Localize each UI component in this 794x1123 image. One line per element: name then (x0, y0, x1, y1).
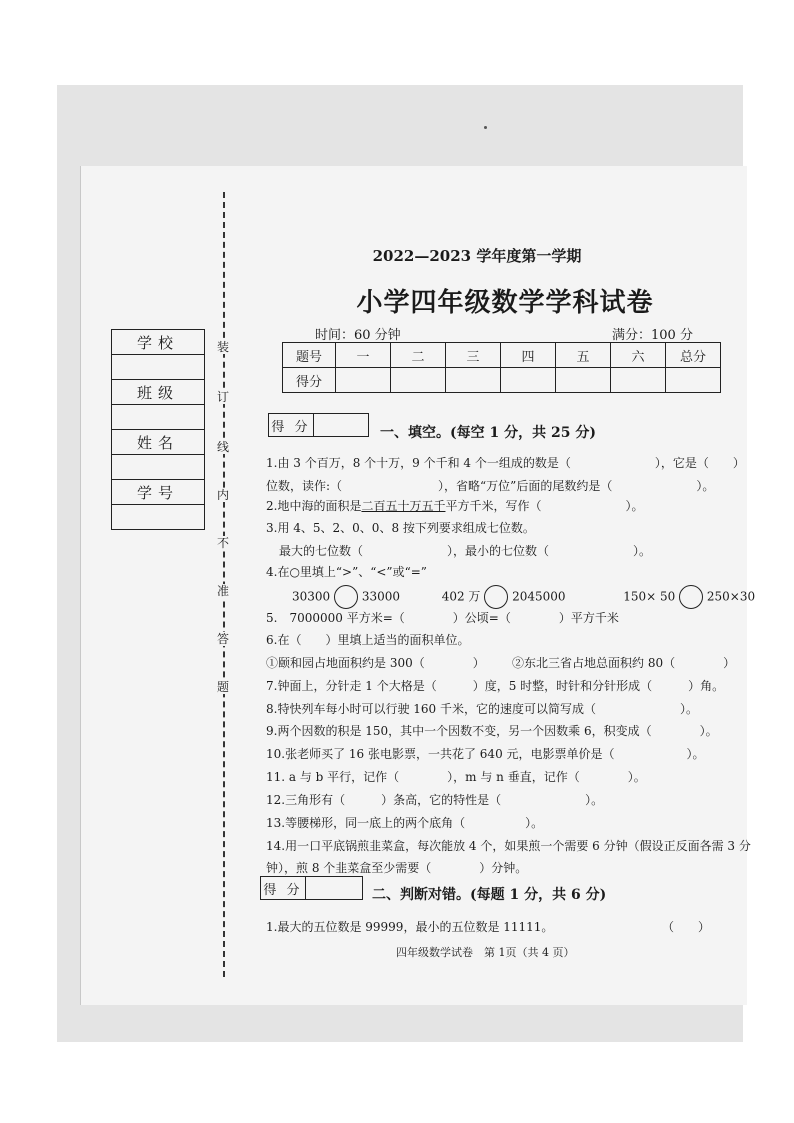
score-header: 六 (611, 343, 666, 368)
question-6: 6.在（ ）里填上适当的面积单位。 (266, 633, 470, 647)
info-field-class[interactable] (112, 405, 205, 430)
binding-char: 内 (212, 488, 234, 502)
question-5: 5. 7000000 平方米=（ ）公顷=（ ）平方千米 (266, 611, 619, 625)
score-header: 题号 (283, 343, 336, 368)
score-box-label: 得 分 (269, 414, 314, 437)
info-field-name[interactable] (112, 455, 205, 480)
question-2-pre: 2.地中海的面积是 (266, 499, 362, 513)
score-box-field[interactable] (314, 414, 369, 437)
exam-time: 时间：60 分钟 (315, 328, 401, 343)
question-2-post: 平方千米，写作（ ）。 (445, 499, 644, 513)
page-footer: 四年级数学试卷 第 1页（共 4 页） (396, 946, 575, 959)
bleed-through (245, 240, 249, 253)
score-cell[interactable] (666, 368, 721, 393)
score-box-label: 得 分 (261, 877, 306, 900)
score-table (282, 342, 721, 393)
compare-c-right: 250×30 (706, 589, 756, 604)
score-cell[interactable] (391, 368, 446, 393)
score-cell[interactable] (446, 368, 501, 393)
judge-question-1: 1.最大的五位数是 99999，最小的五位数是 11111。 (266, 920, 554, 934)
section-two-score-box (260, 876, 363, 900)
binding-char: 线 (212, 440, 234, 454)
full-score: 满分：100 分 (612, 328, 693, 343)
score-header: 五 (556, 343, 611, 368)
question-14a: 14.用一口平底锅煎韭菜盒，每次能放 4 个，如果煎一个需要 6 分钟（假设正反面各需 3 分 (266, 839, 751, 853)
question-6a: ①颐和园占地面积约是 300（ ） (266, 656, 485, 670)
info-label-school: 学校 (112, 330, 205, 355)
score-cell[interactable] (336, 368, 391, 393)
compare-a-right: 33000 (361, 589, 401, 604)
compare-b-left: 402 万 (441, 589, 481, 604)
compare-circle-a[interactable] (334, 585, 358, 609)
score-cell[interactable] (501, 368, 556, 393)
score-header: 总分 (666, 343, 721, 368)
score-box-field[interactable] (306, 877, 363, 900)
info-field-school[interactable] (112, 355, 205, 380)
question-13: 13.等腰梯形，同一底上的两个底角（ ）。 (266, 816, 544, 830)
compare-b-right: 2045000 (512, 589, 566, 604)
question-12: 12.三角形有（ ）条高，它的特性是（ ）。 (266, 793, 604, 807)
compare-c-left: 150× 50 (623, 589, 676, 604)
speck (484, 126, 487, 129)
compare-a-left: 30300 (292, 589, 331, 604)
question-11: 11. a 与 b 平行，记作（ ），m 与 n 垂直，记作（ ）。 (266, 770, 646, 784)
binding-char: 装 (212, 340, 234, 354)
binding-char: 订 (212, 390, 234, 404)
binding-char: 答 (212, 632, 234, 646)
score-row-label: 得分 (283, 368, 336, 393)
info-label-id: 学号 (112, 480, 205, 505)
question-2-number: 二百五十万五千 (361, 499, 446, 513)
question-3: 3.用 4、5、2、0、0、8 按下列要求组成七位数。 (266, 521, 535, 535)
judge-answer-1[interactable]: （ ） (662, 920, 711, 934)
question-3b: 最大的七位数（ ），最小的七位数（ ）。 (279, 544, 652, 558)
exam-title: 小学四年级数学学科试卷 (356, 288, 654, 318)
question-10: 10.张老师买了 16 张电影票，一共花了 640 元，电影票单价是（ ）。 (266, 747, 705, 761)
info-label-name: 姓名 (112, 430, 205, 455)
score-header: 三 (446, 343, 501, 368)
score-header: 二 (391, 343, 446, 368)
compare-circle-b[interactable] (484, 585, 508, 609)
question-1a: 1.由 3 个百万，8 个十万，9 个千和 4 个一组成的数是（ ），它是（ ） (266, 456, 745, 470)
question-4-row (292, 585, 755, 609)
question-2 (266, 498, 643, 514)
binding-char: 题 (212, 680, 234, 694)
question-14b: 钟），煎 8 个韭菜盒至少需要（ ）分钟。 (266, 861, 528, 875)
question-7: 7.钟面上，分针走 1 个大格是（ ）度，5 时整，时针和分针形成（ ）角。 (266, 679, 725, 693)
question-4: 4.在○里填上“>”、“<”或“=” (266, 565, 427, 579)
binding-char: 准 (212, 584, 234, 598)
compare-circle-c[interactable] (679, 585, 703, 609)
section-two-title: 二、判断对错。(每题 1 分，共 6 分) (372, 887, 607, 903)
binding-char: 不 (212, 536, 234, 550)
section-one-score-box (268, 413, 369, 437)
score-header: 一 (336, 343, 391, 368)
student-info-table (111, 329, 205, 530)
question-8: 8.特快列车每小时可以行驶 160 千米，它的速度可以简写成（ ）。 (266, 702, 698, 716)
info-label-class: 班级 (112, 380, 205, 405)
question-6b: ②东北三省占地总面积约 80（ ） (512, 656, 736, 670)
score-header: 四 (501, 343, 556, 368)
school-year: 2022—2023 学年度第一学期 (372, 247, 582, 265)
question-9: 9.两个因数的积是 150，其中一个因数不变，另一个因数乘 6，积变成（ ）。 (266, 724, 718, 738)
info-field-id[interactable] (112, 505, 205, 530)
score-cell[interactable] (556, 368, 611, 393)
section-one-title: 一、填空。(每空 1 分，共 25 分) (380, 425, 596, 441)
score-cell[interactable] (611, 368, 666, 393)
question-1b: 位数，读作:（ ），省略“万位”后面的尾数约是（ ）。 (266, 479, 715, 493)
